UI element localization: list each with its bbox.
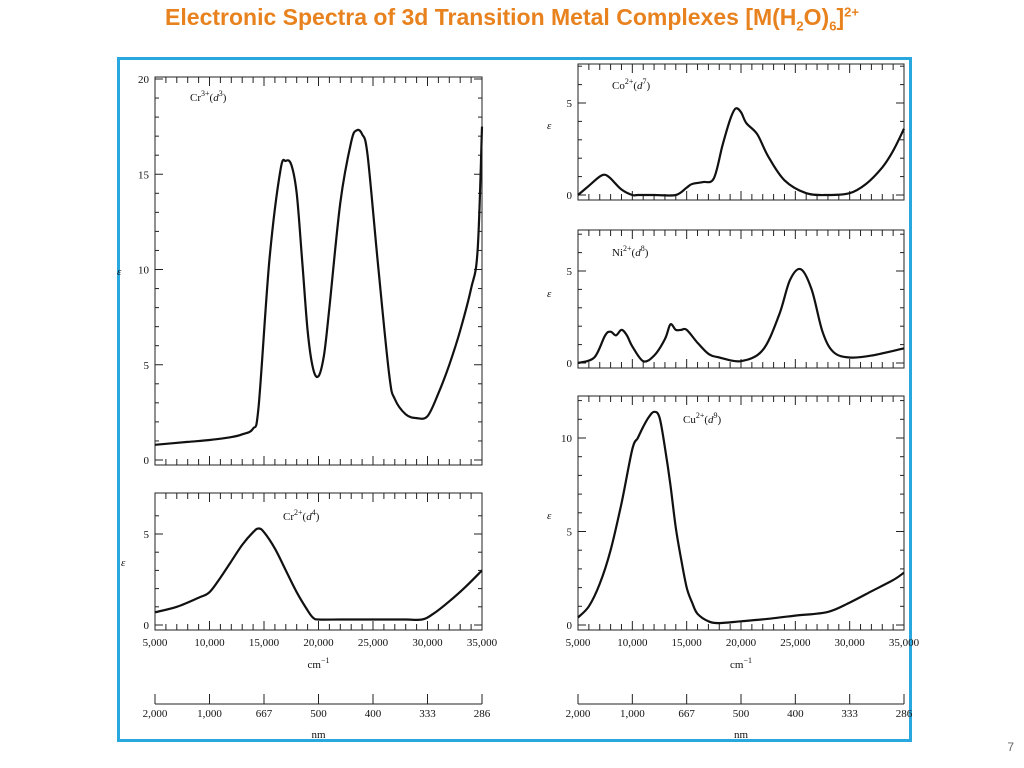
ion-label: [190, 89, 227, 104]
ion-charge: 2+: [623, 244, 632, 253]
x-tick-label: 20,000: [303, 637, 334, 649]
x-tick-label: 25,000: [357, 637, 389, 649]
y-axis-label: ε: [117, 266, 122, 278]
x-unit-exponent: −1: [743, 656, 752, 665]
x-tick-label: 5,000: [565, 637, 591, 649]
nm-tick-label: 1,000: [197, 708, 222, 720]
ion-label: [612, 77, 651, 92]
nm-tick-label: 2,000: [142, 708, 168, 720]
y-tick-label: 5: [566, 526, 572, 539]
y-tick-label: 5: [566, 98, 572, 110]
nm-tick-label: 1,000: [619, 708, 645, 720]
x-unit-base: cm: [730, 659, 744, 671]
d-electron-count: 8: [640, 244, 645, 253]
y-tick-label: 5: [143, 359, 149, 372]
ion-symbol: Cr: [283, 511, 294, 523]
nm-tick-label: 2,000: [565, 708, 591, 720]
y-axis-label: ε: [547, 120, 552, 132]
y-tick-label: 0: [566, 620, 572, 632]
x-tick-label: 20,000: [725, 637, 757, 649]
d-letter: d: [635, 247, 641, 259]
paren-open: (: [209, 92, 214, 104]
nm-tick-label: 667: [255, 708, 273, 720]
ion-label: [612, 244, 649, 259]
x-tick-label: 35,000: [888, 637, 920, 649]
x-tick-label: 5,000: [142, 637, 168, 649]
cu2-panel: [547, 396, 904, 632]
x-axis-unit: [308, 656, 330, 671]
d-electron-count: 9: [713, 411, 718, 420]
d-letter: d: [213, 92, 219, 104]
x-tick-label: 25,000: [780, 637, 811, 649]
nm-tick-label: 500: [310, 708, 327, 720]
cr3-panel: [117, 74, 482, 467]
co2-panel: [547, 64, 904, 202]
d-letter: d: [306, 511, 312, 523]
ion-charge: 2+: [695, 411, 705, 420]
ion-charge: 3+: [201, 89, 210, 98]
y-tick-label: 5: [143, 529, 149, 541]
paren-open: (: [631, 247, 636, 259]
ni2-panel: [547, 230, 904, 370]
ion-label: [283, 508, 320, 523]
x-tick-label: 35,000: [466, 637, 498, 649]
paren-open: (: [633, 80, 638, 92]
y-axis-label: ε: [547, 288, 552, 300]
ion-charge: 2+: [294, 508, 303, 517]
paren-close: ): [222, 92, 227, 104]
y-axis-label: ε: [547, 510, 552, 522]
paren-close: ): [644, 247, 649, 259]
y-tick-label: 15: [138, 169, 149, 182]
y-tick-label: 10: [561, 433, 572, 445]
d-electron-count: 7: [642, 77, 647, 86]
paren-close: ): [315, 511, 320, 523]
spectrum-line: [578, 269, 904, 363]
nm-tick-label: 400: [364, 708, 382, 720]
x-tick-label: 30,000: [834, 637, 865, 649]
ion-symbol: Ni: [612, 247, 623, 259]
nm-tick-label: 400: [787, 708, 804, 720]
slide-title: Electronic Spectra of 3d Transition Metal Complexes $[M(H_2O)_6]^{2+}$: [165, 4, 859, 34]
spectrum-line: [155, 127, 482, 445]
ion-charge: 2+: [624, 77, 634, 86]
x-tick-label: 15,000: [248, 637, 280, 649]
page-number: 7: [1007, 740, 1014, 754]
nm-tick-label: 667: [678, 708, 695, 720]
x-tick-label: 10,000: [617, 637, 648, 649]
spectrum-line: [155, 529, 482, 620]
y-tick-label: 0: [143, 455, 149, 467]
x-unit-exponent: −1: [320, 656, 330, 665]
paren-close: ): [717, 414, 722, 426]
y-tick-label: 0: [566, 358, 572, 370]
y-tick-label: 0: [566, 190, 572, 202]
x-tick-label: 15,000: [671, 637, 702, 649]
nm-axis-unit: nm: [311, 729, 326, 741]
d-electron-count: 4: [311, 508, 316, 517]
y-tick-label: 5: [566, 266, 572, 278]
plot-frame: [578, 396, 904, 630]
d-letter: d: [637, 80, 643, 92]
spectrum-line: [578, 412, 904, 623]
paren-open: (: [704, 414, 709, 426]
nm-tick-label: 333: [841, 708, 858, 720]
x-tick-label: 10,000: [194, 637, 225, 649]
ion-symbol: Cr: [190, 92, 201, 104]
y-tick-label: 10: [138, 264, 149, 277]
d-electron-count: 3: [218, 89, 223, 98]
ion-symbol: Co: [612, 80, 625, 92]
nm-tick-label: 333: [419, 708, 436, 720]
x-axis-unit: [730, 656, 752, 671]
ion-label: [683, 411, 722, 426]
x-unit-base: cm: [307, 659, 321, 671]
nm-tick-label: 286: [895, 708, 913, 720]
cr2-panel: [121, 493, 482, 632]
y-tick-label: 20: [138, 74, 149, 86]
ion-symbol: Cu: [683, 414, 696, 426]
spectrum-line: [578, 108, 904, 195]
nm-tick-label: 286: [473, 708, 491, 720]
nm-axis-unit: nm: [733, 729, 749, 741]
x-tick-label: 30,000: [412, 637, 443, 649]
y-tick-label: 0: [143, 620, 149, 632]
paren-close: ): [646, 80, 651, 92]
d-letter: d: [708, 414, 714, 426]
paren-open: (: [302, 511, 307, 523]
nm-tick-label: 500: [732, 708, 750, 720]
y-axis-label: ε: [121, 557, 126, 569]
